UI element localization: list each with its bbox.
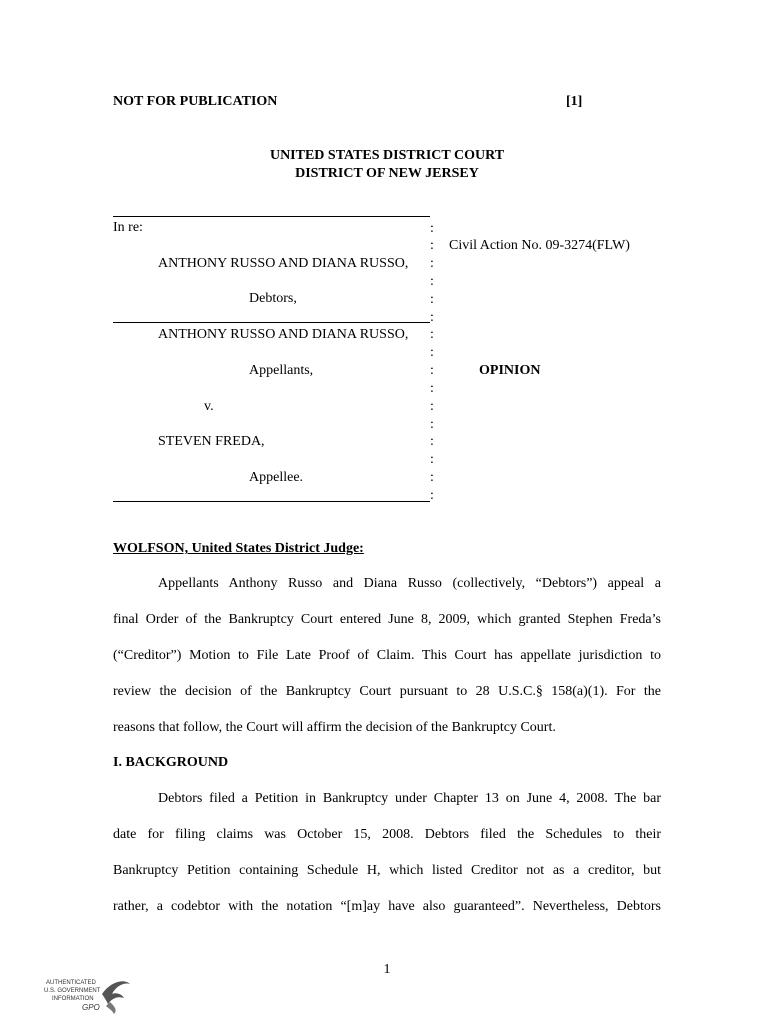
caption-colon: : (430, 434, 434, 449)
debtors-names: ANTHONY RUSSO AND DIANA RUSSO, (158, 256, 409, 271)
caption-middle-rule (113, 322, 430, 323)
caption-colon: : (430, 381, 434, 396)
intro-line: review the decision of the Bankruptcy Court pursuant to 28 U.S.C.§ 158(a)(1). For the (113, 684, 661, 699)
appellants-names: ANTHONY RUSSO AND DIANA RUSSO, (158, 327, 409, 342)
court-name: UNITED STATES DISTRICT COURT (269, 148, 505, 163)
caption-colon: : (430, 238, 434, 253)
civil-action-number: Civil Action No. 09-3274(FLW) (449, 238, 630, 253)
background-line: Debtors filed a Petition in Bankruptcy under Chapter 13 on June 4, 2008. The bar (158, 791, 661, 806)
publication-status: NOT FOR PUBLICATION (113, 94, 278, 109)
intro-line: reasons that follow, the Court will affirm the decision of the Bankruptcy Court. (113, 720, 556, 735)
background-line: rather, a codebtor with the notation “[m]ay have also guaranteed”. Nevertheless, Debtors (113, 899, 661, 914)
section-heading: I. BACKGROUND (113, 755, 229, 770)
appellee-role: Appellee. (249, 470, 304, 485)
court-district: DISTRICT OF NEW JERSEY (295, 166, 479, 181)
caption-colon: : (430, 417, 434, 432)
caption-colon: : (430, 345, 434, 360)
gpo-logo-line1: AUTHENTICATED (46, 980, 96, 986)
intro-line: final Order of the Bankruptcy Court entered June 8, 2009, which granted Stephen Freda’s (113, 612, 661, 627)
background-line: Bankruptcy Petition containing Schedule H, which listed Creditor not as a creditor, but (113, 863, 661, 878)
debtors-role: Debtors, (249, 291, 297, 306)
gpo-logo-line3: INFORMATION (52, 996, 94, 1002)
opinion-label: OPINION (479, 363, 541, 378)
caption-colon: : (430, 256, 434, 271)
gpo-authentication-logo (44, 972, 134, 1016)
gpo-logo-line2: U.S. GOVERNMENT (44, 988, 101, 994)
gpo-eagle-icon (44, 972, 134, 1016)
caption-colon: : (430, 292, 434, 307)
versus: v. (204, 399, 214, 414)
caption-colon: : (430, 470, 434, 485)
page-number: 1 (383, 962, 391, 977)
appellee-name: STEVEN FREDA, (158, 434, 265, 449)
intro-line: Appellants Anthony Russo and Diana Russo (collectively, “Debtors”) appeal a (158, 576, 661, 591)
caption-colon: : (430, 488, 434, 503)
gpo-logo-mark: GPO (82, 1003, 100, 1012)
caption-colon: : (430, 221, 434, 236)
appellants-role: Appellants, (249, 363, 314, 378)
caption-colon: : (430, 310, 434, 325)
intro-paragraph (113, 566, 661, 746)
judge-line: WOLFSON, United States District Judge: (113, 541, 364, 556)
caption-top-rule (113, 216, 430, 217)
caption-bottom-rule (113, 501, 430, 502)
intro-line: (“Creditor”) Motion to File Late Proof of Claim. This Court has appellate jurisdiction to (113, 648, 661, 663)
background-paragraph (113, 781, 661, 925)
caption-colon: : (430, 363, 434, 378)
in-re-label: In re: (113, 220, 143, 235)
caption-colon: : (430, 327, 434, 342)
caption-colon: : (430, 452, 434, 467)
caption-colon: : (430, 399, 434, 414)
background-line: date for filing claims was October 15, 2008. Debtors filed the Schedules to their (113, 827, 661, 842)
caption-colon: : (430, 274, 434, 289)
document-number: [1] (566, 94, 583, 109)
